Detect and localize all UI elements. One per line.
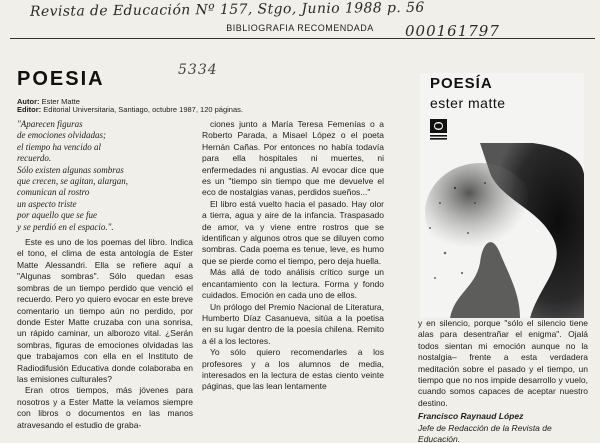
poem-line: un aspecto triste [17, 198, 77, 209]
header-rule [10, 38, 595, 39]
poem-line: y se perdió en el espacio.". [17, 221, 114, 232]
paragraph: El libro está vuelto hacia el pasado. Hay olor a tierra, agua y aire de la infancia. Traspasado de amor, va y viene entre rostros que se identifican y algunos otros que se diluyen como sombras. Cada poema es tenue, leve, es humo que se pierde como el tiempo, pero deja huella. [202, 198, 384, 266]
cover-author: ester matte [430, 95, 506, 111]
archive-code: 000161797 [405, 22, 500, 40]
paragraph: Más allá de todo análisis crítico surge un encantamiento con la lectura. Forma y fondo cuidados. Emoción en cada uno de ellos. [202, 267, 384, 301]
poem-line: "Aparecen figuras [17, 119, 83, 129]
column-3 [418, 318, 588, 443]
cover-illustration-icon [420, 143, 584, 318]
poem-line: Sólo existen algunas sombras [17, 164, 124, 175]
paragraph: Un prólogo del Premio Nacional de Literatura, Humberto Díaz Casanueva, sitúa a la poetisa en su lugar dentro de la poesía chilena. Remito a él a los lectores. [202, 301, 384, 346]
cover-title: POESÍA [430, 75, 493, 92]
section-header: BIBLIOGRAFIA RECOMENDADA [226, 23, 374, 33]
byline [418, 411, 588, 443]
editor-details: Editorial Universitaria, Santiago, octubre 1987, 120 páginas. [43, 105, 243, 114]
poem-line: comunican al rostro [17, 187, 90, 198]
column-2 [202, 119, 384, 393]
byline-role: Jefe de Redacción de la Revista de Educación. [418, 422, 552, 443]
paragraph: Eran otros tiempos, más jóvenes para nosotros y a Ester Matte la veíamos siempre con libros o documentos en las manos atravesando el estudio de graba- [17, 385, 193, 430]
column-1 [17, 119, 193, 431]
book-cover [420, 73, 584, 318]
editor-label: Editor: [17, 105, 42, 114]
paragraph: Este es uno de los poemas del libro. Indica el tono, el clima de esta antología de Ester Matte Alessandri. Ella se refiere aquí a "Algunas sombras". Sólo quedan esas sombras de un tiempo perdido que venció el recuerdo. Pero yo quiero evocar en este breve comentario un tiempo aún no perdido, por donde Ester Matte cruzaba con una sonrisa, un rápido caminar, un alborozo vital. ¿Serán sombras, figuras de emociones olvidadas las que trabajamos con ella en el Instituto de Radiodifusión Educativa donde colaboraba en las emisiones culturales? [17, 237, 193, 384]
article-title: POESIA [17, 68, 105, 90]
author-name: Ester Matte [41, 97, 80, 106]
handwritten-scribble: 5334 [178, 62, 218, 78]
poem-line: por aquello que se fue [17, 210, 97, 221]
paragraph: Yo sólo quiero recomendarles a los profesores y a los alumnos de media, interesados en la lectura de estas ciento veinte páginas, que las lean lentamente [202, 347, 384, 392]
poem-line: el tiempo ha vencido al [17, 141, 101, 152]
editor-line [17, 105, 243, 114]
poem-line: recuerdo. [17, 153, 52, 164]
paragraph: ciones junto a María Teresa Femenías o a Roberto Parada, a Misael López o el poeta Hernán Cañas. Por entonces no había todavía para ella hospitales ni muertes, ni enfermedades ni angustias. Al evocar dice que es un "tiempo sin tiempo que me devuelve el eco de nostalgias vanas, perdidos sueños..." [202, 119, 384, 198]
author-label: Autor: [17, 97, 40, 106]
poem-line: de emociones olvidadas; [17, 130, 106, 141]
handwritten-source-note: Revista de Educación Nº 157, Stgo, Junio 1988 p. 56 [29, 0, 425, 20]
paragraph: y en silencio, porque "sólo el silencio tiene alas para desentrañar el enigma". Ojalá todos sientan mi emoción aunque no la nostalgia– frente a esta verdadera meditación sobre el pasado y el tiempo, un tiempo que no nos impide desarrollo y vuelo, cuando somos capaces de aceptar nuestro destino. [418, 318, 588, 408]
byline-name: Francisco Raynaud López [418, 411, 524, 422]
poem-quote [17, 119, 193, 233]
poem-line: que crecen, se agitan, alargan, [17, 176, 129, 187]
publisher-logo-icon [430, 119, 447, 141]
